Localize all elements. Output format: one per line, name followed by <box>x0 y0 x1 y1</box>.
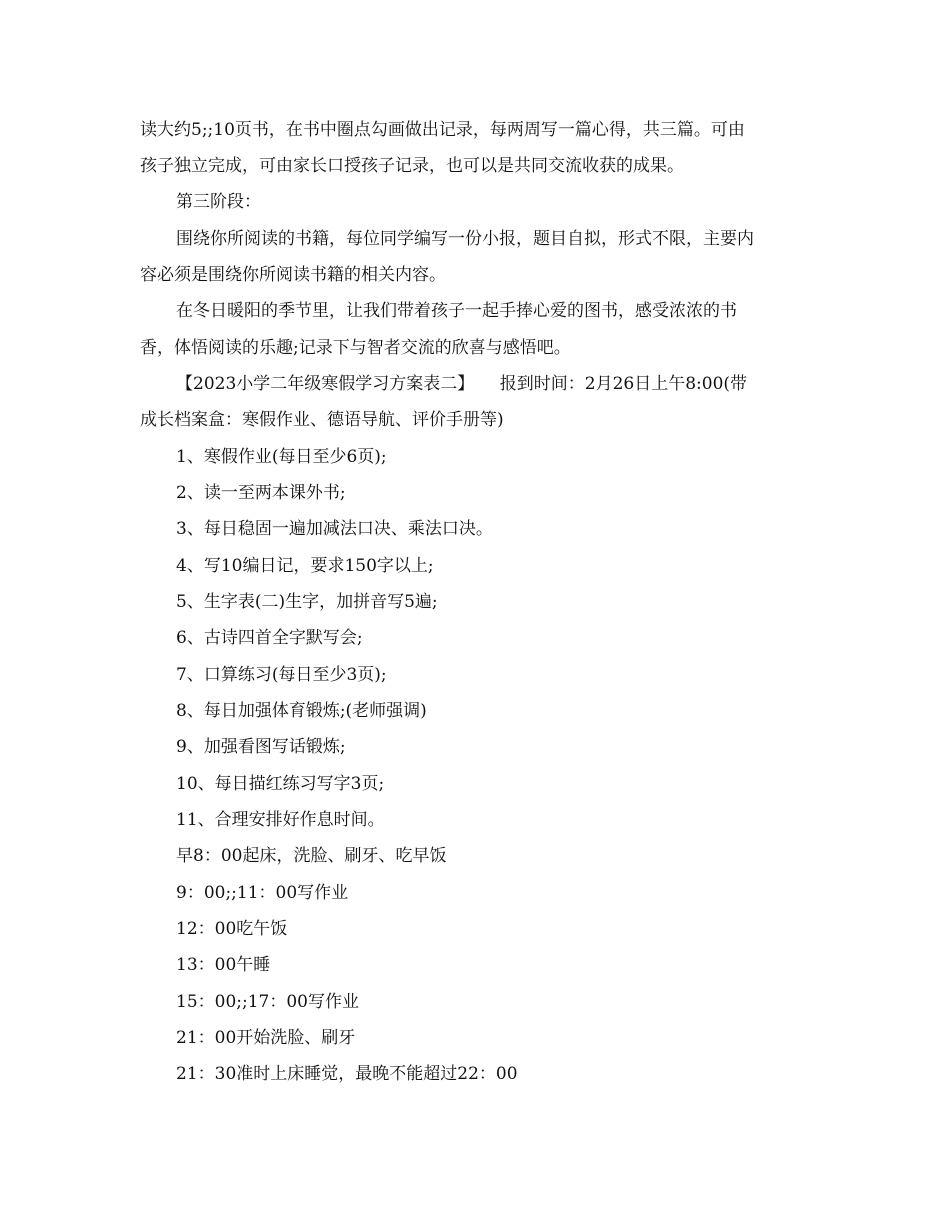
schedule-item: 早8：00起床，洗脸、刷牙、吃早饭 <box>176 846 447 866</box>
paragraph-line: 香，体悟阅读的乐趣;记录下与智者交流的欣喜与感悟吧。 <box>140 338 571 358</box>
paragraph-line: 孩子独立完成，可由家长口授孩子记录，也可以是共同交流收获的成果。 <box>140 156 684 176</box>
task-item: 2、读一至两本课外书; <box>176 483 346 503</box>
task-item: 11、合理安排好作息时间。 <box>176 810 385 830</box>
schedule-item: 21：30准时上床睡觉，最晚不能超过22：00 <box>176 1064 518 1084</box>
task-item: 3、每日稳固一遍加减法口决、乘法口决。 <box>176 519 493 539</box>
task-item: 1、寒假作业(每日至少6页); <box>176 447 387 467</box>
paragraph-line: 读大约5;;10页书，在书中圈点勾画做出记录，每两周写一篇心得，共三篇。可由 <box>140 120 745 140</box>
schedule-item: 15：00;;17：00写作业 <box>176 992 359 1012</box>
task-item: 5、生字表(二)生字，加拼音写5遍; <box>176 592 438 612</box>
paragraph-line: 在冬日暖阳的季节里，让我们带着孩子一起手捧心爱的图书，感受浓浓的书 <box>176 301 737 321</box>
schedule-item: 12：00吃午饭 <box>176 919 288 939</box>
section-heading: 第三阶段： <box>176 192 261 212</box>
paragraph-line: 围绕你所阅读的书籍，每位同学编写一份小报，题目自拟，形式不限，主要内 <box>176 229 754 249</box>
paragraph-line: 容必须是围绕你所阅读书籍的相关内容。 <box>140 265 446 285</box>
task-item: 6、古诗四首全字默写会; <box>176 628 363 648</box>
schedule-item: 21：00开始洗脸、刷牙 <box>176 1028 356 1048</box>
plan-title-line: 【2023小学二年级寒假学习方案表二】 报到时间：2月26日上午8:00(带 <box>176 374 748 394</box>
task-item: 8、每日加强体育锻炼;(老师强调) <box>176 701 427 721</box>
task-item: 9、加强看图写话锻炼; <box>176 737 346 757</box>
plan-title-line: 成长档案盒：寒假作业、德语导航、评价手册等) <box>140 410 504 430</box>
schedule-item: 9：00;;11：00写作业 <box>176 883 349 903</box>
task-item: 4、写10编日记，要求150字以上; <box>176 556 434 576</box>
task-item: 7、口算练习(每日至少3页); <box>176 665 387 685</box>
schedule-item: 13：00午睡 <box>176 955 271 975</box>
task-item: 10、每日描红练习写字3页; <box>176 774 385 794</box>
